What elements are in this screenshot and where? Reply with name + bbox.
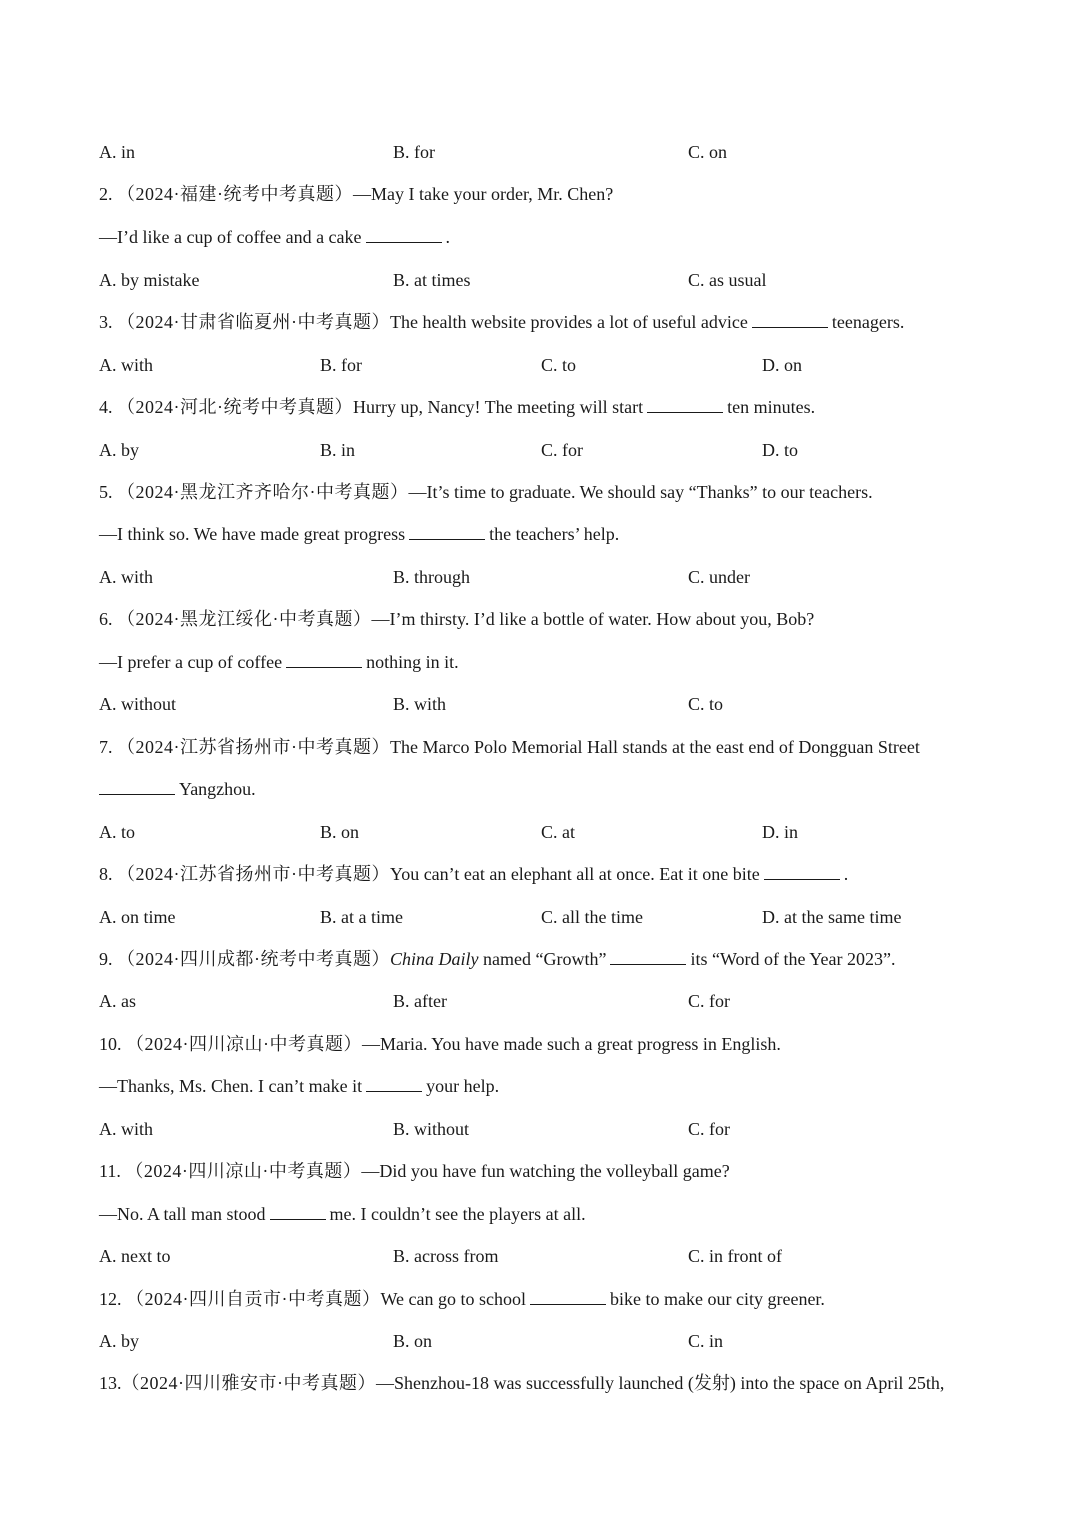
- q5-option-c: C. under: [688, 567, 750, 587]
- q6-source: （2024·黑龙江绥化·中考真题）: [117, 609, 372, 629]
- q6-stem-text: —I’m thirsty. I’d like a bottle of water. How about you, Bob?: [371, 609, 815, 629]
- answer-blank: [270, 1202, 326, 1220]
- q6-stem: [99, 607, 814, 631]
- q8-option-d: D. at the same time: [762, 907, 902, 927]
- q10-option-b: B. without: [393, 1119, 470, 1139]
- q13-number: 13.: [99, 1373, 122, 1393]
- q6-option-a: A. without: [99, 694, 177, 714]
- q7-option-a: A. to: [99, 822, 135, 842]
- q13-source: （2024·四川雅安市·中考真题）: [121, 1373, 376, 1393]
- answer-blank: [409, 522, 485, 540]
- q8-stem-end: .: [843, 864, 849, 884]
- q8-number: 8.: [99, 864, 113, 884]
- q10-option-c: C. for: [688, 1119, 730, 1139]
- answer-blank: [647, 395, 723, 413]
- q5-number: 5.: [99, 482, 113, 502]
- q3-stem: [99, 310, 904, 334]
- q6-line2-end: nothing in it.: [366, 652, 459, 672]
- answer-blank: [99, 777, 175, 795]
- q4-option-d: D. to: [762, 440, 798, 460]
- q2-option-b: B. at times: [393, 270, 471, 290]
- q7-source: （2024·江苏省扬州市·中考真题）: [117, 737, 390, 757]
- q12-option-b: B. on: [393, 1331, 433, 1351]
- q4-option-b: B. in: [320, 440, 356, 460]
- q12-stem: [99, 1287, 825, 1311]
- q10-line2-text: —Thanks, Ms. Chen. I can’t make it: [99, 1076, 363, 1096]
- q13-stem: [99, 1371, 944, 1395]
- q9-stem: [99, 947, 895, 971]
- q4-option-a: A. by: [99, 440, 139, 460]
- q7-line2-end: Yangzhou.: [179, 779, 256, 799]
- q12-stem-text: We can go to school: [380, 1289, 527, 1309]
- q9-option-a: A. as: [99, 991, 136, 1011]
- q12-number: 12.: [99, 1289, 122, 1309]
- q9-stem-text: named “Growth”: [478, 949, 607, 969]
- q3-source: （2024·甘肃省临夏州·中考真题）: [117, 312, 390, 332]
- q4-stem-text: Hurry up, Nancy! The meeting will start: [353, 397, 644, 417]
- q6-option-c: C. to: [688, 694, 724, 714]
- q3-option-a: A. with: [99, 355, 153, 375]
- q7-option-d: D. in: [762, 822, 798, 842]
- q5-line2: [99, 522, 619, 546]
- q11-line2-end: me. I couldn’t see the players at all.: [329, 1204, 586, 1224]
- q10-stem-text: —Maria. You have made such a great progress in English.: [362, 1034, 781, 1054]
- q3-stem-text: The health website provides a lot of useful advice: [390, 312, 748, 332]
- q11-stem-text: —Did you have fun watching the volleyball game?: [361, 1161, 730, 1181]
- q4-number: 4.: [99, 397, 113, 417]
- q11-line2: [99, 1202, 586, 1226]
- q2-stem: [99, 182, 613, 206]
- q2-source: （2024·福建·统考中考真题）: [117, 184, 353, 204]
- q6-line2-text: —I prefer a cup of coffee: [99, 652, 283, 672]
- q9-option-c: C. for: [688, 991, 730, 1011]
- q1-option-c: C. on: [688, 142, 728, 162]
- q5-source: （2024·黑龙江齐齐哈尔·中考真题）: [117, 482, 409, 502]
- q12-source: （2024·四川自贡市·中考真题）: [126, 1289, 381, 1309]
- q5-stem: [99, 480, 873, 504]
- answer-blank: [366, 1074, 422, 1092]
- q7-option-c: C. at: [541, 822, 575, 842]
- q8-stem: [99, 862, 848, 886]
- q4-stem-end: ten minutes.: [727, 397, 816, 417]
- q8-option-b: B. at a time: [320, 907, 403, 927]
- q2-line2-text: —I’d like a cup of coffee and a cake: [99, 227, 362, 247]
- q3-number: 3.: [99, 312, 113, 332]
- q6-option-b: B. with: [393, 694, 447, 714]
- q5-line2-end: the teachers’ help.: [489, 524, 620, 544]
- q7-stem-text: The Marco Polo Memorial Hall stands at the east end of Dongguan Street: [390, 737, 920, 757]
- answer-blank: [610, 947, 686, 965]
- q5-line2-text: —I think so. We have made great progress: [99, 524, 406, 544]
- q2-number: 2.: [99, 184, 113, 204]
- answer-blank: [764, 862, 840, 880]
- q11-option-b: B. across from: [393, 1246, 499, 1266]
- q5-stem-text: —It’s time to graduate. We should say “Thanks” to our teachers.: [408, 482, 873, 502]
- q2-line2: [99, 225, 450, 249]
- q1-option-b: B. for: [393, 142, 435, 162]
- q4-stem: [99, 395, 815, 419]
- q10-option-a: A. with: [99, 1119, 153, 1139]
- q9-number: 9.: [99, 949, 113, 969]
- answer-blank: [366, 225, 442, 243]
- q8-option-a: A. on time: [99, 907, 176, 927]
- q4-option-c: C. for: [541, 440, 583, 460]
- q10-line2: [99, 1074, 499, 1098]
- q12-option-a: A. by: [99, 1331, 139, 1351]
- q1-option-a: A. in: [99, 142, 135, 162]
- q4-source: （2024·河北·统考中考真题）: [117, 397, 353, 417]
- q3-stem-end: teenagers.: [831, 312, 905, 332]
- q11-option-c: C. in front of: [688, 1246, 782, 1266]
- q11-number: 11.: [99, 1161, 121, 1181]
- q7-stem: [99, 735, 920, 759]
- q3-option-d: D. on: [762, 355, 802, 375]
- q12-option-c: C. in: [688, 1331, 724, 1351]
- q3-option-c: C. to: [541, 355, 577, 375]
- q8-stem-text: You can’t eat an elephant all at once. Eat it one bite: [390, 864, 760, 884]
- q13-stem-text: —Shenzhou-18 was successfully launched (发射) into the space on April 25th,: [376, 1373, 945, 1393]
- answer-blank: [752, 310, 828, 328]
- q6-number: 6.: [99, 609, 113, 629]
- q11-source: （2024·四川凉山·中考真题）: [125, 1161, 362, 1181]
- q2-line2-end: .: [445, 227, 451, 247]
- answer-blank: [286, 650, 362, 668]
- q10-source: （2024·四川凉山·中考真题）: [126, 1034, 362, 1054]
- q9-option-b: B. after: [393, 991, 447, 1011]
- q12-stem-end: bike to make our city greener.: [610, 1289, 825, 1309]
- q7-option-b: B. on: [320, 822, 360, 842]
- q2-option-a: A. by mistake: [99, 270, 200, 290]
- q6-line2: [99, 650, 459, 674]
- q5-option-a: A. with: [99, 567, 153, 587]
- q11-stem: [99, 1159, 730, 1183]
- q2-stem-text: —May I take your order, Mr. Chen?: [353, 184, 614, 204]
- q2-option-c: C. as usual: [688, 270, 767, 290]
- q8-source: （2024·江苏省扬州市·中考真题）: [117, 864, 390, 884]
- q10-number: 10.: [99, 1034, 122, 1054]
- q7-number: 7.: [99, 737, 113, 757]
- q9-stem-end: its “Word of the Year 2023”.: [690, 949, 896, 969]
- q3-option-b: B. for: [320, 355, 362, 375]
- q10-stem: [99, 1032, 781, 1056]
- q8-option-c: C. all the time: [541, 907, 643, 927]
- q9-newspaper-name: China Daily: [390, 949, 479, 969]
- answer-blank: [530, 1287, 606, 1305]
- q11-option-a: A. next to: [99, 1246, 171, 1266]
- q5-option-b: B. through: [393, 567, 471, 587]
- q9-source: （2024·四川成都·统考中考真题）: [117, 949, 390, 969]
- q10-line2-end: your help.: [426, 1076, 500, 1096]
- q7-line2: [99, 777, 256, 801]
- q11-line2-text: —No. A tall man stood: [99, 1204, 266, 1224]
